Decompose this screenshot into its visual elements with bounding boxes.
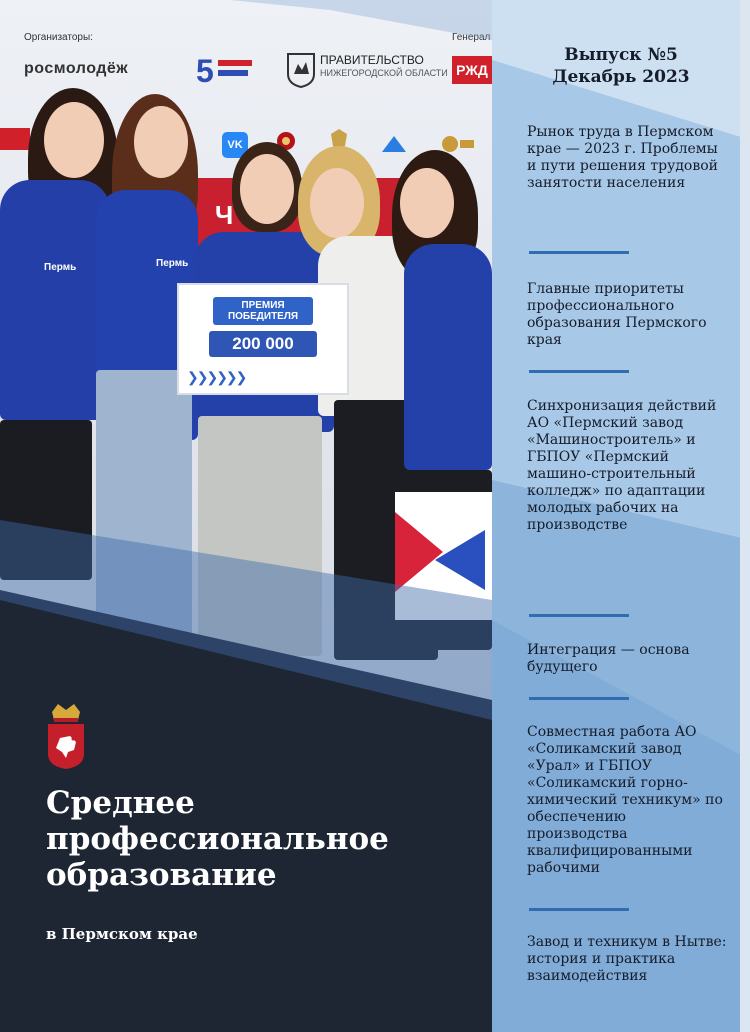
perm-krai-coat-of-arms-icon: [46, 702, 86, 770]
red-banner: Ч: [175, 178, 410, 248]
toc-divider: [529, 251, 629, 254]
issue-number: Выпуск №5: [564, 45, 678, 65]
toc-divider: [529, 614, 629, 617]
vk-logo: VK: [222, 132, 248, 158]
prize-sign-arrows: ❯❯❯❯❯❯: [187, 369, 246, 385]
svg-text:5: 5: [196, 53, 214, 86]
toc-item[interactable]: Совместная работа АО «Соликамский завод «Урал» и ГБПОУ «Соликамский горно-химический техникум» по обеспечению производства квалифицированными рабочими: [527, 724, 723, 876]
cover-title: Среднее профессиональное образование: [46, 785, 389, 893]
prize-sign-title: ПРЕМИЯ ПОБЕДИТЕЛЯ: [213, 297, 313, 325]
issue-date: Декабрь 2023: [552, 67, 690, 87]
rosmolodezh-logo: росмолодёж: [24, 60, 129, 77]
rzd-logo: РЖД: [452, 56, 492, 84]
cover-photo: Организаторы: Генерал росмолодёж 5 ПРАВИТЕЛЬСТВО НИЖЕГОРОДСКОЙ ОБЛАСТИ РЖД VK Ч Пермь Пермь ПРЕМИЯ ПОБЕДИТЕЛЯ 200 000 ❯❯❯❯❯❯: [0, 0, 492, 700]
toc-item[interactable]: Завод и техникум в Нытве: история и практика взаимодействия: [527, 934, 727, 984]
general-label: Генерал: [452, 32, 491, 43]
toc-item[interactable]: Интеграция — основа будущего: [527, 642, 690, 675]
organizers-label: Организаторы:: [24, 32, 93, 43]
toc-item[interactable]: Главные приоритеты профессионального образования Пермского края: [527, 281, 707, 348]
toc-item[interactable]: Синхронизация действий АО «Пермский завод «Машиностроитель» и ГБПОУ «Пермский машино-строительный колледж» по адаптации молодых рабочих на производстве: [527, 398, 717, 533]
toc-item[interactable]: Рынок труда в Пермском крае — 2023 г. Проблемы и пути решения трудовой занятости населения: [527, 124, 719, 191]
issue-info: [492, 44, 750, 88]
toc-divider: [529, 908, 629, 911]
government-logo: ПРАВИТЕЛЬСТВО НИЖЕГОРОДСКОЙ ОБЛАСТИ: [320, 53, 448, 78]
toc-divider: [529, 370, 629, 373]
cover-subtitle: в Пермском крае: [46, 925, 198, 943]
toc-divider: [529, 697, 629, 700]
prize-sign-amount: 200 000: [209, 331, 317, 357]
